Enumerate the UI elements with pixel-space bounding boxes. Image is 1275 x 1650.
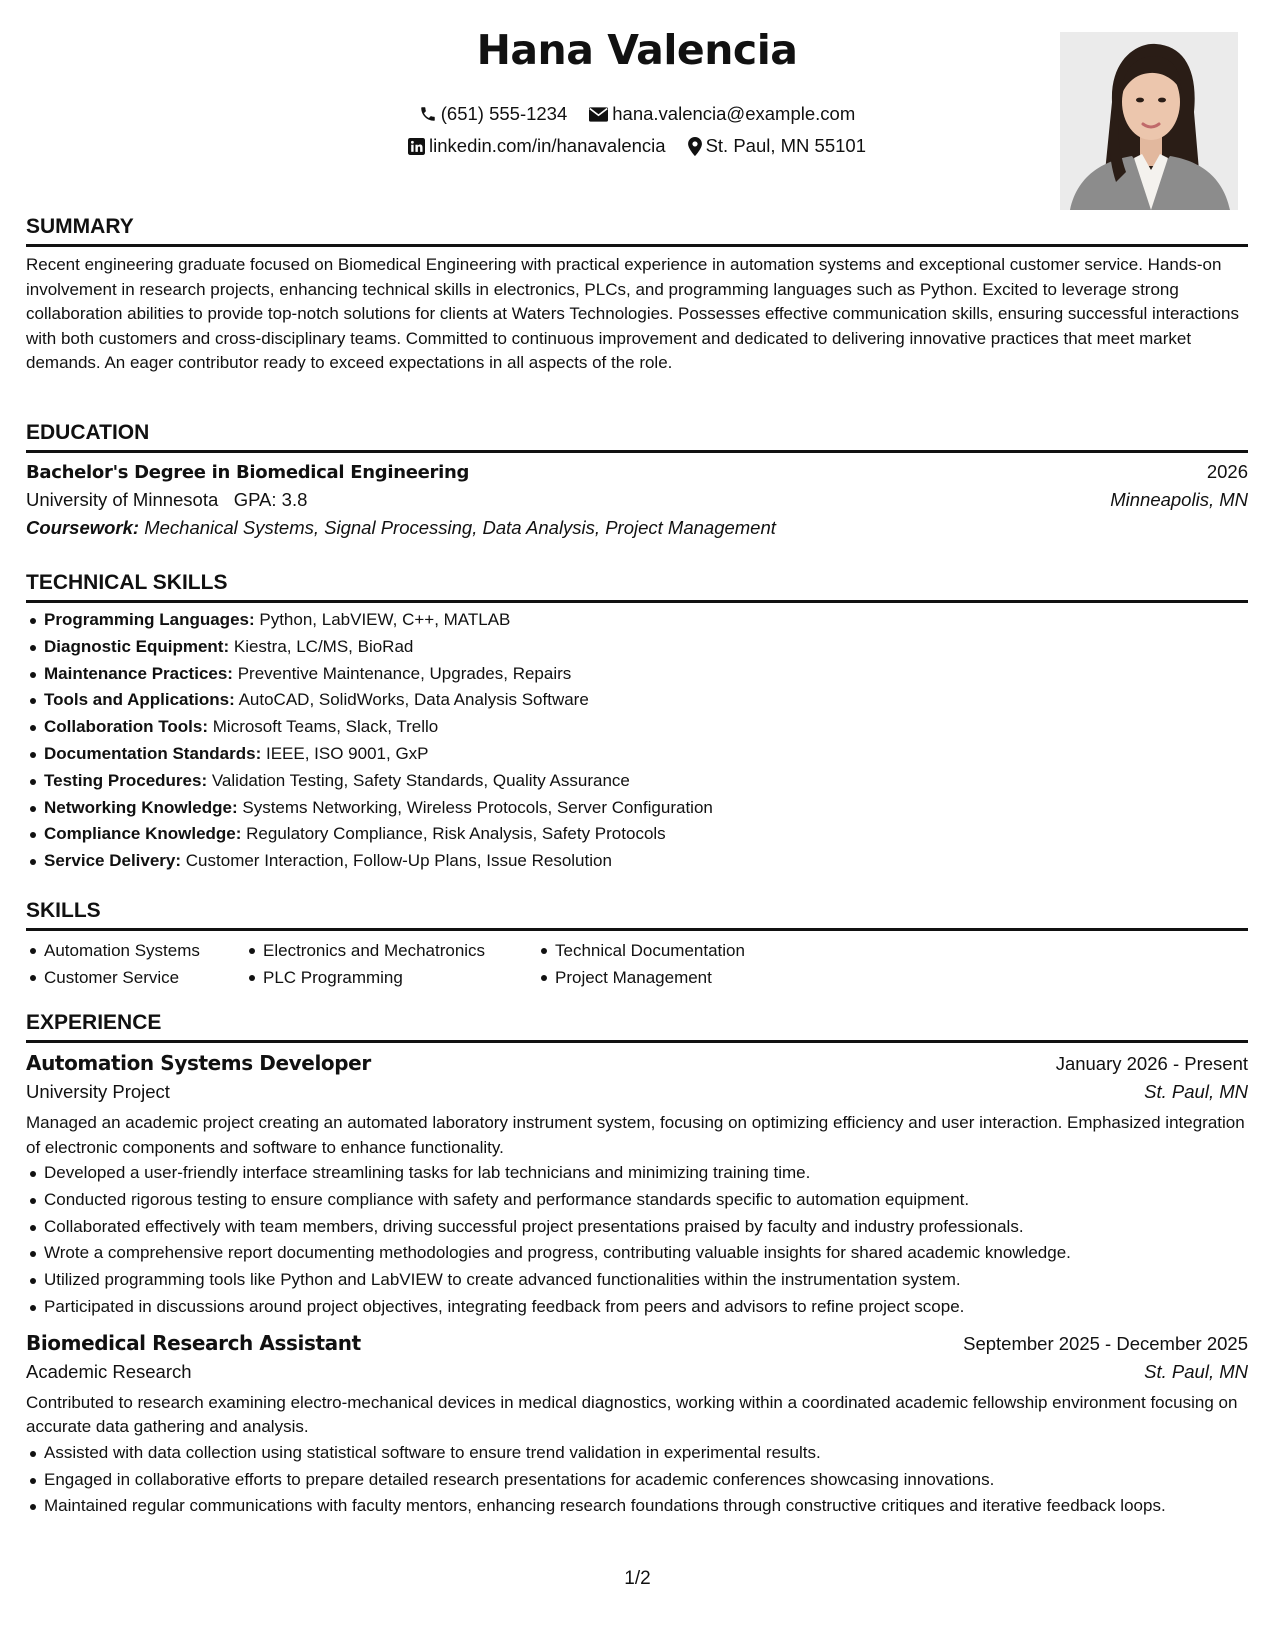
list-item: Wrote a comprehensive report documenting methodologies and progress, contributing valuable insights for shared academic knowledge. — [26, 1240, 1248, 1267]
job-description: Managed an academic project creating an automated laboratory instrument system, focusing on optimizing efficiency and user interaction. Emphasized integration of electronic components and software to enhance functionality. — [26, 1113, 1245, 1157]
section-title-technical-skills: TECHNICAL SKILLS — [26, 570, 1248, 603]
list-item: Technical Documentation — [537, 937, 745, 964]
coursework-list: Mechanical Systems, Signal Processing, Data Analysis, Project Management — [144, 517, 776, 538]
list-item: Collaborated effectively with team members, driving successful project presentations praised by faculty and industry professionals. — [26, 1214, 1248, 1241]
phone-icon — [419, 105, 437, 123]
section-title-education: EDUCATION — [26, 420, 1248, 453]
list-item: Project Management — [537, 964, 745, 991]
list-item: Maintained regular communications with faculty mentors, enhancing research foundations through constructive critiques and iterative feedback loops. — [26, 1493, 1248, 1520]
coursework-label: Coursework: — [26, 517, 140, 538]
profile-photo — [1060, 32, 1238, 210]
education-degree-row — [26, 461, 1248, 483]
contact-email[interactable] — [589, 102, 855, 126]
degree-year: 2026 — [1206, 461, 1248, 482]
education-section — [26, 420, 1248, 539]
job-title: Automation Systems Developer — [26, 1051, 371, 1075]
resume-header — [26, 22, 1248, 212]
summary-text: Recent engineering graduate focused on Biomedical Engineering with practical experience in automation systems and exceptional customer service. Hands-on involvement in research projects, enhancing technical skills in electronics, PLCs, and programming languages such as Python. Excited to leverage strong collaboration abilities to provide top-notch solutions for clients at Waters Technologies. Possesses effective communication skills, ensuring successful interactions with both customers and cross-disciplinary teams. Committed to continuous improvement and dedicated to delivering innovative practices that meet market demands. An eager contributor ready to exceed expectations in all aspects of the role. — [26, 255, 1239, 372]
list-item: Maintenance Practices: Preventive Maintenance, Upgrades, Repairs — [26, 661, 1248, 688]
job-org-row — [26, 1081, 1248, 1103]
list-item: Participated in discussions around project objectives, integrating feedback from peers and advisors to refine project scope. — [26, 1294, 1248, 1321]
section-title-summary: SUMMARY — [26, 214, 1248, 247]
list-item: Conducted rigorous testing to ensure compliance with safety and performance standards specific to automation equipment. — [26, 1187, 1248, 1214]
list-item: Utilized programming tools like Python and LabVIEW to create advanced functionalities within the instrumentation system. — [26, 1267, 1248, 1294]
list-item: Service Delivery: Customer Interaction, Follow-Up Plans, Issue Resolution — [26, 848, 1248, 875]
job-dates: September 2025 - December 2025 — [963, 1332, 1248, 1354]
list-item: PLC Programming — [245, 964, 537, 991]
job-org: Academic Research — [26, 1360, 192, 1382]
page-number: 1/2 — [624, 1568, 651, 1589]
list-item: Tools and Applications: AutoCAD, SolidWorks, Data Analysis Software — [26, 687, 1248, 714]
list-item: Engaged in collaborative efforts to prepare detailed research presentations for academic conferences showcasing innovations. — [26, 1467, 1248, 1494]
map-pin-icon — [688, 137, 702, 156]
section-title-skills: SKILLS — [26, 898, 1248, 931]
summary-section — [26, 214, 1248, 376]
school-location: Minneapolis, MN — [1110, 489, 1248, 510]
skills-column-3 — [537, 937, 745, 991]
list-item: Customer Service — [26, 964, 245, 991]
job-entry — [26, 1331, 1248, 1520]
list-item: Testing Procedures: Validation Testing, Safety Standards, Quality Assurance — [26, 768, 1248, 795]
job-org-row — [26, 1361, 1248, 1383]
list-item: Assisted with data collection using statistical software to ensure trend validation in experimental results. — [26, 1440, 1248, 1467]
job-org: University Project — [26, 1081, 170, 1102]
school-name: University of Minnesota — [26, 489, 219, 510]
job-title-row — [26, 1331, 1248, 1355]
email-text[interactable]: hana.valencia@example.com — [612, 103, 856, 124]
envelope-icon — [589, 107, 608, 122]
degree-title: Bachelor's Degree in Biomedical Engineering — [26, 462, 470, 483]
list-item: Automation Systems — [26, 937, 245, 964]
job-dates: January 2026 - Present — [1055, 1053, 1248, 1074]
list-item: Documentation Standards: IEEE, ISO 9001, GxP — [26, 741, 1248, 768]
contact-location — [688, 134, 866, 158]
skills-column-1 — [26, 937, 245, 991]
technical-skills-section — [26, 570, 1248, 875]
list-item: Collaboration Tools: Microsoft Teams, Slack, Trello — [26, 714, 1248, 741]
list-item: Developed a user-friendly interface streamlining tasks for lab technicians and minimizing training time. — [26, 1160, 1248, 1187]
phone-text: (651) 555-1234 — [440, 103, 568, 124]
job-bullets — [26, 1160, 1248, 1321]
list-item: Programming Languages: Python, LabVIEW, C++, MATLAB — [26, 607, 1248, 634]
job-title: Biomedical Research Assistant — [26, 1330, 361, 1355]
list-item: Compliance Knowledge: Regulatory Compliance, Risk Analysis, Safety Protocols — [26, 821, 1248, 848]
coursework-line — [26, 517, 1248, 539]
list-item: Electronics and Mechatronics — [245, 937, 537, 964]
contact-linkedin[interactable] — [408, 134, 666, 158]
job-location: St. Paul, MN — [1144, 1360, 1248, 1382]
experience-section — [26, 1010, 1248, 1520]
section-title-experience: EXPERIENCE — [26, 1010, 1248, 1043]
school-gpa: GPA: 3.8 — [233, 489, 308, 510]
list-item: Diagnostic Equipment: Kiestra, LC/MS, BioRad — [26, 634, 1248, 661]
location-text: St. Paul, MN 55101 — [705, 135, 866, 156]
job-bullets — [26, 1440, 1248, 1520]
candidate-name: Hana Valencia — [476, 26, 798, 74]
list-item: Networking Knowledge: Systems Networking, Wireless Protocols, Server Configuration — [26, 795, 1248, 822]
linkedin-icon — [408, 138, 425, 155]
job-entry — [26, 1051, 1248, 1321]
job-title-row — [26, 1051, 1248, 1075]
job-location: St. Paul, MN — [1144, 1081, 1248, 1102]
skills-section — [26, 898, 1248, 991]
school-info — [26, 489, 307, 511]
linkedin-text[interactable]: linkedin.com/in/hanavalencia — [429, 135, 666, 156]
contact-phone — [419, 102, 568, 126]
skills-grid — [26, 937, 1248, 991]
education-school-row — [26, 489, 1248, 511]
job-description: Contributed to research examining electro-mechanical devices in medical diagnostics, working within a coordinated academic fellowship environment focusing on accurate data gathering and analysis. — [26, 1392, 1238, 1437]
technical-skills-list — [26, 607, 1248, 875]
skills-column-2 — [245, 937, 537, 991]
